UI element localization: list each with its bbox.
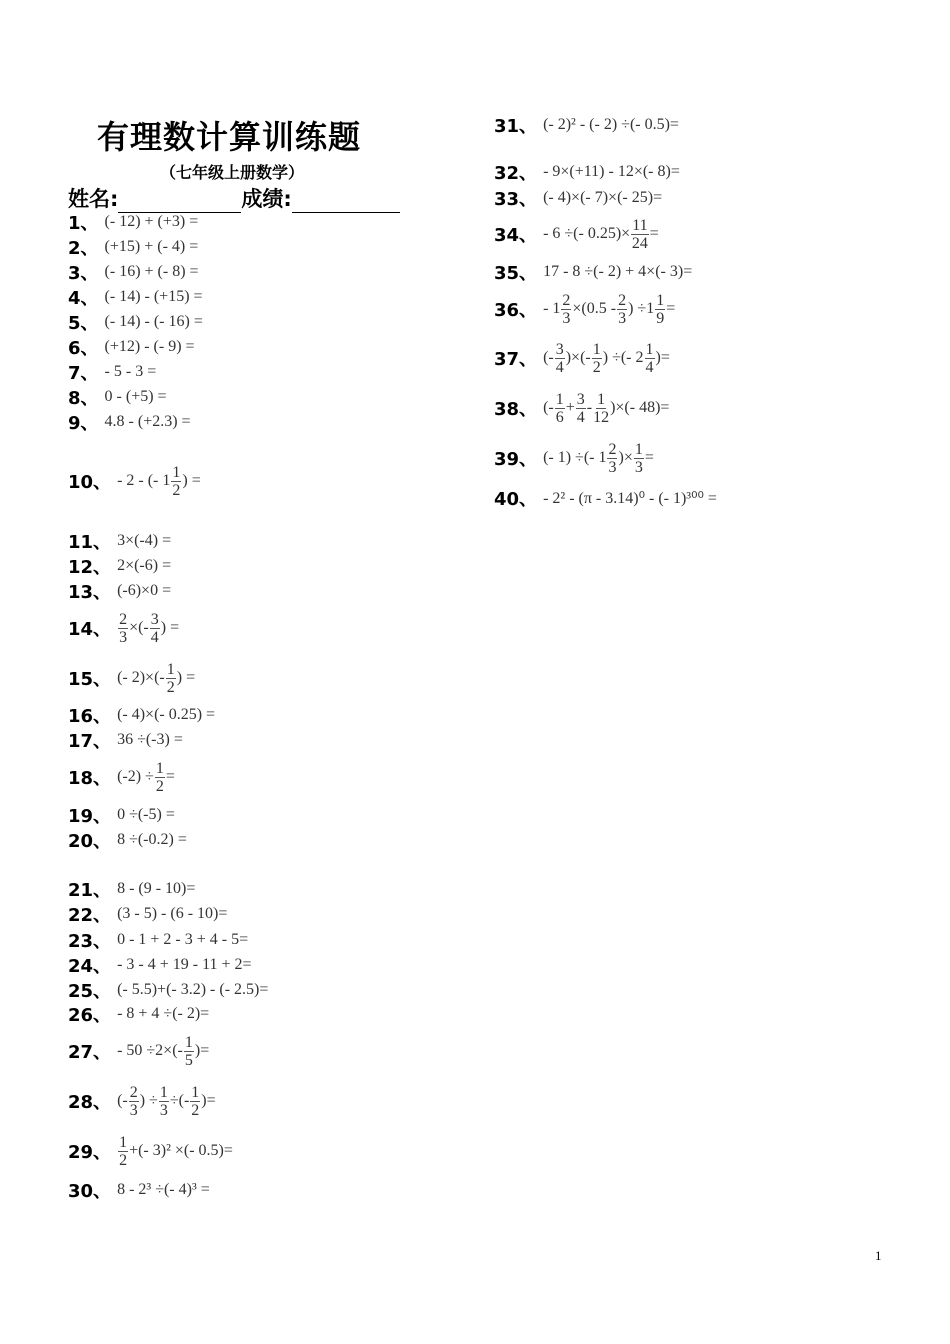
problem-number: 17、 bbox=[68, 731, 112, 752]
score-blank[interactable] bbox=[292, 190, 400, 213]
problem-item bbox=[68, 828, 187, 852]
problem-item bbox=[68, 410, 191, 434]
problem-number: 36、 bbox=[494, 300, 538, 321]
name-label: 姓名: bbox=[68, 187, 119, 211]
problem-number: 31、 bbox=[494, 116, 538, 137]
problem-expression: 17 - 8 ÷(- 2) + 4×(- 3)= bbox=[543, 263, 693, 280]
problem-expression: $\frac{2}{3}$ ×(- 3 4 ) = bbox=[119, 610, 180, 646]
problem-number: 4、 bbox=[68, 288, 99, 309]
problem-item bbox=[68, 728, 183, 752]
problem-expression: (- 14) - (+15) = bbox=[104, 288, 203, 305]
problem-number: 21、 bbox=[68, 880, 112, 901]
problem-item bbox=[68, 928, 248, 952]
problem-number: 23、 bbox=[68, 931, 112, 952]
problem-item bbox=[494, 340, 670, 376]
problem-number: 24、 bbox=[68, 956, 112, 977]
problem-number: 6、 bbox=[68, 338, 99, 359]
problem-item bbox=[68, 1178, 210, 1202]
problem-item bbox=[494, 291, 676, 327]
problem-item bbox=[68, 235, 198, 259]
problem-number: 7、 bbox=[68, 363, 99, 384]
problem-number: 12、 bbox=[68, 557, 112, 578]
problem-number: 22、 bbox=[68, 905, 112, 926]
problem-item bbox=[494, 113, 679, 137]
problem-expression: - 6 ÷(- 0.25)× $\frac{11}{24}$ = bbox=[543, 216, 659, 252]
problem-item bbox=[68, 360, 156, 384]
problem-number: 13、 bbox=[68, 582, 112, 603]
problem-number: 26、 bbox=[68, 1005, 112, 1026]
problem-number: 40、 bbox=[494, 489, 538, 510]
problem-expression: - 9×(+11) - 12×(- 8)= bbox=[543, 163, 680, 180]
problem-item bbox=[68, 703, 215, 727]
problem-item bbox=[68, 310, 203, 334]
problem-number: 27、 bbox=[68, 1042, 112, 1063]
problem-item bbox=[68, 803, 175, 827]
problem-expression: (- 5.5)+(- 3.2) - (- 2.5)= bbox=[117, 981, 269, 998]
problem-expression: - 2 - (- 1 1 2 ) = bbox=[117, 463, 201, 499]
page-title: 有理数计算训练题 bbox=[97, 118, 362, 156]
problem-item bbox=[68, 529, 171, 553]
problem-number: 37、 bbox=[494, 349, 538, 370]
problem-expression: (-6)×0 = bbox=[117, 582, 172, 599]
problem-expression: (- 16) + (- 8) = bbox=[104, 263, 199, 280]
problem-expression: (- 2)×(- 1 2 ) = bbox=[117, 660, 196, 696]
problem-expression: - 3 - 4 + 19 - 11 + 2= bbox=[117, 956, 252, 973]
problem-item bbox=[68, 385, 167, 409]
problem-expression: - 50 ÷2×(- 1 5 )= bbox=[117, 1033, 210, 1069]
problem-expression: (- 4)×(- 7)×(- 25)= bbox=[543, 189, 663, 206]
problem-number: 32、 bbox=[494, 163, 538, 184]
problem-item bbox=[68, 1133, 233, 1169]
problem-item bbox=[68, 1002, 209, 1026]
problem-expression: - 5 - 3 = bbox=[104, 363, 157, 380]
problem-item bbox=[68, 978, 268, 1002]
problem-number: 39、 bbox=[494, 449, 538, 470]
problem-number: 18、 bbox=[68, 768, 112, 789]
problem-expression: (- 12) + (+3) = bbox=[104, 213, 199, 230]
problem-item bbox=[68, 877, 195, 901]
problem-number: 16、 bbox=[68, 706, 112, 727]
problem-expression: 3×(-4) = bbox=[117, 532, 172, 549]
problem-number: 3、 bbox=[68, 263, 99, 284]
problem-item bbox=[68, 902, 227, 926]
problem-expression: - 2² - (π - 3.14)⁰ - (- 1)³⁰⁰ = bbox=[543, 490, 717, 507]
problem-expression: (- 4)×(- 0.25) = bbox=[117, 706, 216, 723]
problem-item bbox=[68, 260, 199, 284]
problem-item bbox=[494, 390, 670, 426]
problem-number: 20、 bbox=[68, 831, 112, 852]
problem-expression: 0 ÷(-5) = bbox=[117, 806, 175, 823]
problem-item bbox=[494, 186, 662, 210]
problem-expression: (- 2 3 ) ÷ $\frac{1}{3}$ ÷(- 1 2 )= bbox=[117, 1083, 216, 1119]
problem-expression: (- 1 6 + $\frac{3}{4}$ - 1 12 )×(- 48)= bbox=[543, 390, 670, 426]
problem-item bbox=[494, 486, 717, 510]
problem-expression: 8 - (9 - 10)= bbox=[117, 880, 196, 897]
problem-number: 15、 bbox=[68, 669, 112, 690]
problem-number: 8、 bbox=[68, 388, 99, 409]
problem-expression: 0 - (+5) = bbox=[104, 388, 167, 405]
problem-expression: 36 ÷(-3) = bbox=[117, 731, 183, 748]
problem-expression: (- 1) ÷(- 1 2 3 )× $\frac{1}{3}$ = bbox=[543, 440, 654, 476]
score-label: 成绩: bbox=[241, 187, 292, 211]
problem-expression: (- 2)² - (- 2) ÷(- 0.5)= bbox=[543, 116, 679, 133]
problem-expression: (+15) + (- 4) = bbox=[104, 238, 199, 255]
problem-item bbox=[494, 160, 680, 184]
problem-item bbox=[68, 335, 195, 359]
problem-item bbox=[68, 579, 171, 603]
problem-number: 35、 bbox=[494, 263, 538, 284]
problem-item bbox=[68, 953, 252, 977]
problem-expression: (-2) ÷ $\frac{1}{2}$ = bbox=[117, 759, 175, 795]
problem-item bbox=[68, 463, 201, 499]
problem-number: 25、 bbox=[68, 981, 112, 1002]
problem-item bbox=[494, 216, 659, 252]
problem-item bbox=[494, 260, 692, 284]
problem-item bbox=[68, 660, 196, 696]
problem-expression: 1 2 +(- 3)² ×(- 0.5)= bbox=[119, 1133, 233, 1169]
problem-number: 1、 bbox=[68, 213, 99, 234]
problem-item bbox=[68, 759, 175, 795]
problem-expression: 8 - 2³ ÷(- 4)³ = bbox=[117, 1181, 210, 1198]
problem-item bbox=[68, 554, 171, 578]
problem-item bbox=[68, 210, 198, 234]
problem-item bbox=[68, 610, 180, 646]
page-number: 1 bbox=[875, 1248, 882, 1263]
problem-number: 28、 bbox=[68, 1092, 112, 1113]
problem-item bbox=[68, 285, 203, 309]
problem-number: 2、 bbox=[68, 238, 99, 259]
problem-number: 10、 bbox=[68, 472, 112, 493]
problem-expression: (- 3 4 )×(- 1 2 ) ÷(- 2 1 4 )= bbox=[543, 340, 670, 376]
problem-expression: (- 14) - (- 16) = bbox=[104, 313, 203, 330]
problem-expression: 0 - 1 + 2 - 3 + 4 - 5= bbox=[117, 931, 249, 948]
problem-number: 11、 bbox=[68, 532, 112, 553]
problem-number: 33、 bbox=[494, 189, 538, 210]
problem-item bbox=[494, 440, 654, 476]
problem-number: 19、 bbox=[68, 806, 112, 827]
problem-expression: (+12) - (- 9) = bbox=[104, 338, 195, 355]
problem-item bbox=[68, 1083, 216, 1119]
problem-expression: 2×(-6) = bbox=[117, 557, 172, 574]
problem-expression: - 8 + 4 ÷(- 2)= bbox=[117, 1005, 210, 1022]
problem-number: 29、 bbox=[68, 1142, 112, 1163]
problem-expression: 4.8 - (+2.3) = bbox=[104, 413, 191, 430]
student-info bbox=[68, 183, 400, 213]
page-subtitle: （七年级上册数学） bbox=[160, 163, 305, 182]
problem-number: 30、 bbox=[68, 1181, 112, 1202]
problem-number: 9、 bbox=[68, 413, 99, 434]
problem-number: 38、 bbox=[494, 399, 538, 420]
problem-number: 14、 bbox=[68, 619, 112, 640]
problem-expression: - 1 $\frac{2}{3}$ ×(0.5 - 2 3 ) ÷1 $\frac{1}{9}$ = bbox=[543, 291, 676, 327]
problem-number: 34、 bbox=[494, 225, 538, 246]
problem-item bbox=[68, 1033, 210, 1069]
problem-expression: (3 - 5) - (6 - 10)= bbox=[117, 905, 228, 922]
problem-expression: 8 ÷(-0.2) = bbox=[117, 831, 187, 848]
problem-number: 5、 bbox=[68, 313, 99, 334]
